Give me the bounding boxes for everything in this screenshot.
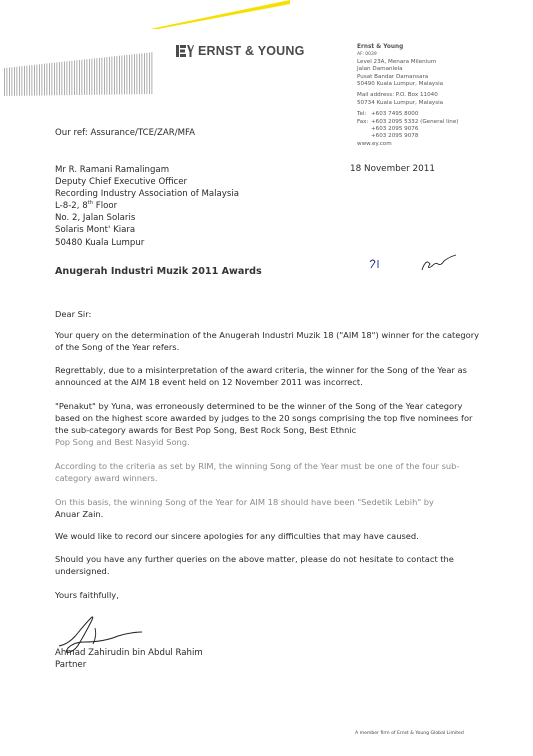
barcode-stripe bbox=[42, 64, 43, 96]
barcode-stripe bbox=[74, 61, 75, 96]
fax-label: Fax: bbox=[357, 118, 369, 125]
barcode-stripe bbox=[134, 54, 135, 94]
barcode-stripe bbox=[62, 62, 63, 95]
barcode-stripe bbox=[107, 57, 108, 95]
barcode-stripe bbox=[109, 57, 110, 95]
barcode-stripe bbox=[149, 53, 150, 95]
signatory-name: Ahmad Zahirudin bin Abdul Rahim bbox=[55, 648, 203, 658]
address-line: Level 23A, Menara Milenium bbox=[357, 58, 437, 65]
recipient-address-line: No. 2, Jalan Solaris bbox=[55, 213, 136, 224]
barcode-stripe bbox=[97, 58, 98, 95]
barcode-stripe bbox=[102, 58, 103, 95]
barcode-stripe bbox=[34, 65, 35, 96]
barcode-stripe bbox=[114, 56, 115, 94]
recipient-address-line: L-8-2, 8th Floor bbox=[55, 200, 118, 212]
barcode-stripe bbox=[99, 58, 100, 95]
barcode-stripe bbox=[32, 65, 33, 96]
barcode-stripe bbox=[22, 66, 23, 96]
mail-address-line: 50734 Kuala Lumpur, Malaysia bbox=[357, 99, 444, 106]
body-paragraph: On this basis, the winning Song of the Year for AIM 18 should have been "Sedetik Lebih" by bbox=[55, 497, 434, 507]
barcode-stripe bbox=[84, 59, 85, 94]
fax-number: +603 2095 9078 bbox=[371, 133, 419, 140]
body-paragraph: According to the criteria as set by RIM, the winning Song of the Year must be one of the four sub-category award winners. bbox=[55, 461, 460, 484]
tel-number: +603 7495 8000 bbox=[371, 111, 419, 118]
fax-number: +603 2095 5332 (General line) bbox=[371, 118, 459, 125]
barcode-stripe bbox=[124, 55, 125, 94]
recipient-address-line: 50480 Kuala Lumpur bbox=[55, 237, 145, 248]
firm-code: AF: 0039 bbox=[357, 52, 377, 58]
barcode-stripe bbox=[19, 66, 20, 95]
barcode-stripe bbox=[144, 53, 145, 94]
barcode-stripe bbox=[147, 53, 148, 94]
barcode-stripe bbox=[39, 64, 40, 95]
body-paragraph: "Penakut" by Yuna, was erroneously determined to be the winner of the Song of the Year category based on the highest score awarded by judges to the 20 songs comprising the top five nominees for the sub-category awards for Best Pop Song, Best Rock Song, Best Ethnic bbox=[55, 401, 473, 436]
firm-name: Ernst & Young bbox=[357, 44, 404, 50]
barcode-stripe bbox=[64, 62, 65, 96]
tel-label: Tel: bbox=[357, 111, 367, 118]
barcode-stripe bbox=[9, 67, 10, 95]
body-paragraph-continuation: Pop Song and Best Nasyid Song. bbox=[55, 437, 190, 447]
barcode-stripe bbox=[52, 63, 53, 95]
fax-number: +603 2095 9076 bbox=[371, 126, 419, 133]
barcode-stripe bbox=[67, 61, 68, 95]
logo-wordmark: ERNST & YOUNG bbox=[198, 44, 305, 58]
ey-logo-mark-icon bbox=[176, 44, 194, 58]
decorative-barcode-stripes bbox=[4, 28, 154, 98]
letter-subject: Anugerah Industri Muzik 2011 Awards bbox=[55, 266, 262, 277]
barcode-stripe bbox=[72, 61, 73, 95]
barcode-stripe bbox=[54, 63, 55, 96]
footer-member-note: A member firm of Ernst & Young Global Limited bbox=[355, 731, 464, 736]
firm-address-block bbox=[357, 44, 527, 148]
salutation: Dear Sir: bbox=[55, 309, 92, 319]
barcode-stripe bbox=[7, 68, 8, 96]
barcode-stripe bbox=[117, 56, 118, 95]
address-line: 50490 Kuala Lumpur, Malaysia bbox=[357, 81, 444, 88]
barcode-stripe bbox=[89, 59, 90, 95]
barcode-stripe bbox=[24, 66, 25, 96]
handwritten-annotation-scribble bbox=[360, 250, 470, 280]
barcode-stripe bbox=[12, 67, 13, 96]
barcode-stripe bbox=[49, 63, 50, 95]
barcode-stripe bbox=[82, 60, 83, 95]
our-reference: Our ref: Assurance/TCE/ZAR/MFA bbox=[55, 128, 196, 138]
barcode-stripe bbox=[122, 55, 123, 94]
barcode-stripe bbox=[4, 68, 5, 96]
barcode-stripe bbox=[87, 59, 88, 95]
address-line: Pusat Bandar Damansara bbox=[357, 73, 429, 80]
barcode-stripe bbox=[139, 54, 140, 95]
recipient-name: Mr R. Ramani Ramalingam bbox=[55, 165, 170, 175]
barcode-stripe bbox=[14, 67, 15, 96]
barcode-stripe bbox=[79, 60, 80, 95]
barcode-stripe bbox=[129, 55, 130, 95]
barcode-stripe bbox=[142, 53, 143, 94]
barcode-stripe bbox=[112, 57, 113, 95]
signatory-title: Partner bbox=[55, 660, 87, 671]
barcode-stripe bbox=[69, 61, 70, 95]
body-paragraph-continuation: Anuar Zain. bbox=[55, 509, 104, 519]
body-paragraph: Regrettably, due to a misinterpretation of the award criteria, the winner for the Song of the Year as announced at the AIM 18 event held on 12 November 2011 was incorrect. bbox=[55, 365, 467, 388]
barcode-stripe bbox=[44, 64, 45, 96]
barcode-stripe bbox=[59, 62, 60, 95]
barcode-stripe bbox=[47, 63, 48, 95]
barcode-stripe bbox=[57, 62, 58, 95]
recipient-address-line: Solaris Mont' Kiara bbox=[55, 225, 136, 236]
body-paragraph: Your query on the determination of the Anugerah Industri Muzik 18 ("AIM 18") winner for the category of the Song of the Year refers. bbox=[55, 330, 480, 353]
barcode-stripe bbox=[94, 58, 95, 94]
barcode-stripe bbox=[37, 65, 38, 96]
barcode-stripe bbox=[104, 57, 105, 94]
barcode-stripe bbox=[127, 55, 128, 94]
recipient-title: Deputy Chief Executive Officer bbox=[55, 177, 188, 188]
recipient-organization: Recording Industry Association of Malaysia bbox=[55, 189, 240, 200]
mail-address-line: Mail address: P.O. Box 11040 bbox=[357, 92, 438, 99]
yellow-swoosh-graphic bbox=[150, 0, 290, 30]
body-paragraph: Should you have any further queries on the above matter, please do not hesitate to contact the undersigned. bbox=[55, 554, 454, 577]
letter-date: 18 November 2011 bbox=[350, 164, 435, 174]
barcode-stripe bbox=[92, 59, 93, 95]
website: www.ey.com bbox=[357, 140, 392, 147]
barcode-stripe bbox=[27, 66, 28, 96]
barcode-stripe bbox=[152, 52, 153, 94]
signatory-block bbox=[55, 647, 203, 671]
barcode-stripe bbox=[17, 67, 18, 96]
barcode-stripe bbox=[119, 56, 120, 95]
recipient-address-block bbox=[55, 164, 239, 249]
barcode-stripe bbox=[77, 60, 78, 95]
body-paragraph: We would like to record our sincere apologies for any difficulties that may have caused. bbox=[55, 531, 419, 541]
closing: Yours faithfully, bbox=[55, 590, 119, 600]
barcode-stripe bbox=[137, 54, 138, 94]
ernst-young-logo bbox=[176, 42, 305, 60]
address-line: Jalan Damanlela bbox=[357, 66, 403, 73]
barcode-stripe bbox=[29, 65, 30, 95]
barcode-stripe bbox=[132, 54, 133, 94]
